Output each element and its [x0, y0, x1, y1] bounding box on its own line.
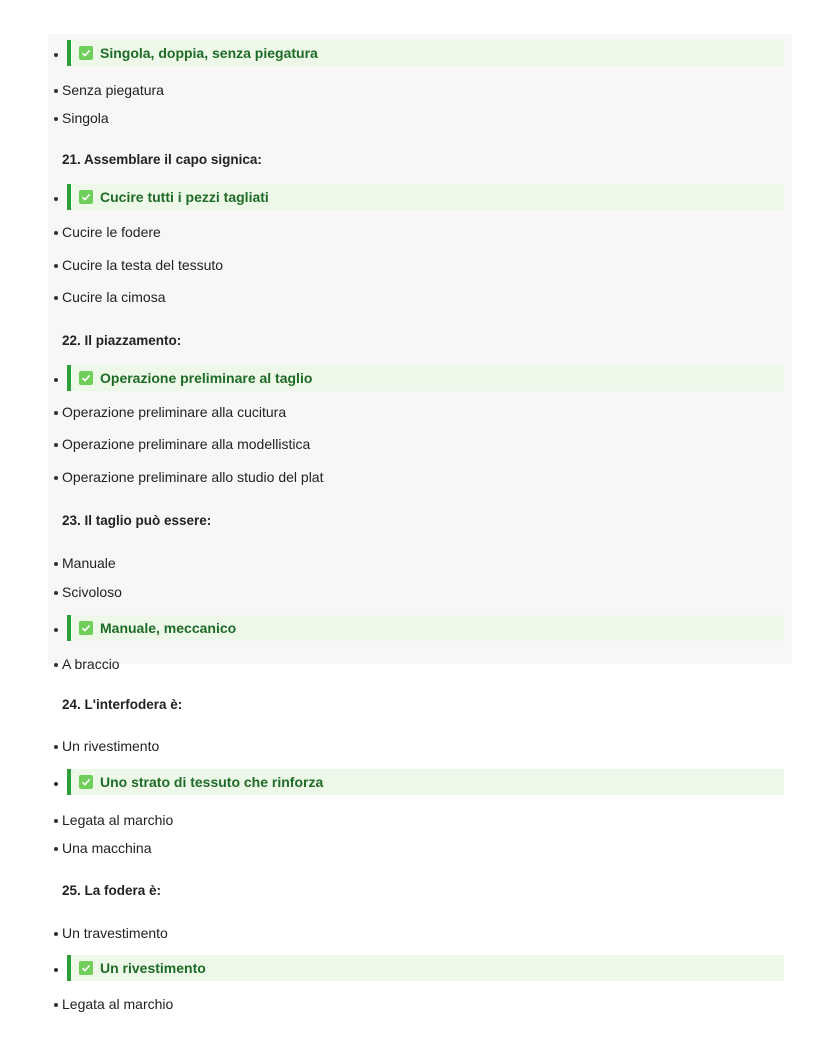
correct-answer [67, 184, 784, 210]
correct-answer-text: Uno strato di tessuto che rinforza [100, 774, 324, 790]
option: Cucire la cimosa [62, 289, 166, 305]
quiz-panel [48, 34, 792, 664]
check-box-icon [79, 190, 93, 204]
option: A braccio [62, 656, 120, 672]
question-title: 24. L'interfodera è: [62, 697, 183, 712]
option: Manuale [62, 555, 116, 571]
correct-answer-text: Operazione preliminare al taglio [100, 370, 313, 386]
question-title: 21. Assemblare il capo signica: [62, 152, 262, 167]
option: Cucire le fodere [62, 224, 161, 240]
check-box-icon [79, 961, 93, 975]
bullet [54, 378, 58, 382]
correct-answer-text: Un rivestimento [100, 960, 206, 976]
option: Una macchina [62, 840, 152, 856]
correct-answer [67, 955, 784, 981]
correct-answer [67, 40, 784, 66]
option: Legata al marchio [62, 812, 174, 828]
option: Operazione preliminare allo studio del plat [62, 469, 324, 485]
correct-answer [67, 769, 784, 795]
option: Singola [62, 110, 109, 126]
question-title: 22. Il piazzamento: [62, 333, 182, 348]
correct-answer [67, 365, 784, 391]
correct-answer-text: Singola, doppia, senza piegatura [100, 45, 318, 61]
option: Cucire la testa del tessuto [62, 257, 224, 273]
correct-answer-text: Manuale, meccanico [100, 620, 237, 636]
bullet [54, 628, 58, 632]
option: Operazione preliminare alla cucitura [62, 404, 287, 420]
check-box-icon [79, 621, 93, 635]
check-box-icon [79, 775, 93, 789]
bullet [54, 968, 58, 972]
option: Legata al marchio [62, 996, 174, 1012]
correct-answer [67, 615, 784, 641]
question-title: 25. La fodera è: [62, 883, 162, 898]
option: Un travestimento [62, 925, 168, 941]
bullet [54, 782, 58, 786]
check-box-icon [79, 371, 93, 385]
bullet [54, 197, 58, 201]
option: Senza piegatura [62, 82, 164, 98]
option: Scivoloso [62, 584, 122, 600]
check-box-icon [79, 46, 93, 60]
option: Operazione preliminare alla modellistica [62, 436, 311, 452]
bullet [54, 53, 58, 57]
correct-answer-text: Cucire tutti i pezzi tagliati [100, 189, 269, 205]
option: Un rivestimento [62, 738, 160, 754]
question-title: 23. Il taglio può essere: [62, 513, 212, 528]
